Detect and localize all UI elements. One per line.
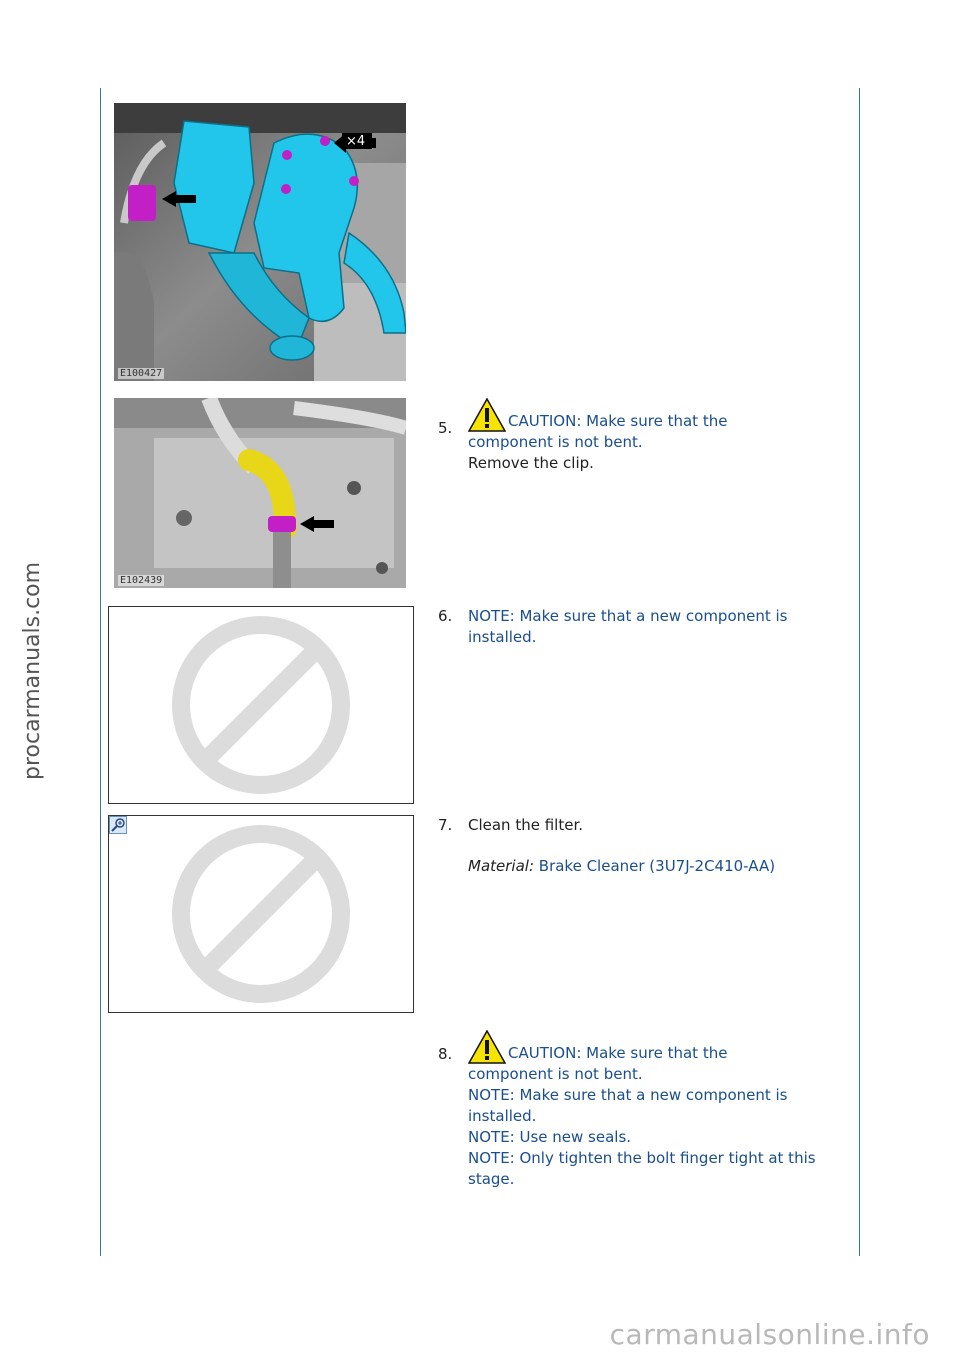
step-8 bbox=[438, 1030, 828, 1190]
instruction-text: Clean the filter. bbox=[468, 816, 584, 834]
step-number: 8. bbox=[438, 1045, 453, 1063]
left-margin-rule bbox=[100, 88, 101, 1256]
step-number: 6. bbox=[438, 607, 453, 625]
image-unavailable-placeholder bbox=[108, 815, 414, 1013]
step-number: 5. bbox=[438, 419, 453, 437]
right-margin-rule bbox=[859, 88, 860, 1256]
caution-text: CAUTION: Make sure that the component is not bent. bbox=[468, 398, 768, 453]
hose-clip-illustration bbox=[114, 398, 406, 588]
step-number: 7. bbox=[438, 816, 453, 834]
figure-code: E102439 bbox=[120, 575, 163, 586]
material-label: Material: bbox=[468, 857, 534, 875]
bottom-watermark: carmanualsonline.info bbox=[609, 1318, 930, 1351]
instruction-text: Remove the clip. bbox=[468, 454, 594, 472]
prohibited-icon bbox=[109, 607, 413, 803]
step-7 bbox=[438, 815, 828, 877]
material-line bbox=[468, 856, 828, 877]
note-text: NOTE: Make sure that a new component is installed. bbox=[468, 1086, 788, 1125]
figure-hose-clip bbox=[114, 398, 406, 588]
step-6 bbox=[438, 606, 828, 648]
image-unavailable-placeholder bbox=[108, 606, 414, 804]
side-watermark: procarmanuals.com bbox=[20, 561, 45, 780]
warning-triangle-icon bbox=[468, 1030, 506, 1064]
zoom-icon[interactable] bbox=[109, 816, 127, 834]
step-5 bbox=[438, 398, 828, 474]
warning-triangle-icon bbox=[468, 398, 506, 432]
note-text: NOTE: Only tighten the bolt finger tight at this stage. bbox=[468, 1149, 816, 1188]
note-text: NOTE: Use new seals. bbox=[468, 1128, 632, 1146]
caution-text: CAUTION: Make sure that the component is not bent. bbox=[468, 1030, 768, 1085]
material-link[interactable]: Brake Cleaner (3U7J-2C410-AA) bbox=[538, 857, 776, 875]
figure-turbocharger bbox=[114, 103, 406, 381]
figure-code: E100427 bbox=[120, 368, 163, 379]
note-text: NOTE: Make sure that a new component is installed. bbox=[468, 607, 788, 646]
callout-multiplier: ×4 bbox=[346, 134, 366, 149]
prohibited-icon bbox=[109, 816, 413, 1012]
